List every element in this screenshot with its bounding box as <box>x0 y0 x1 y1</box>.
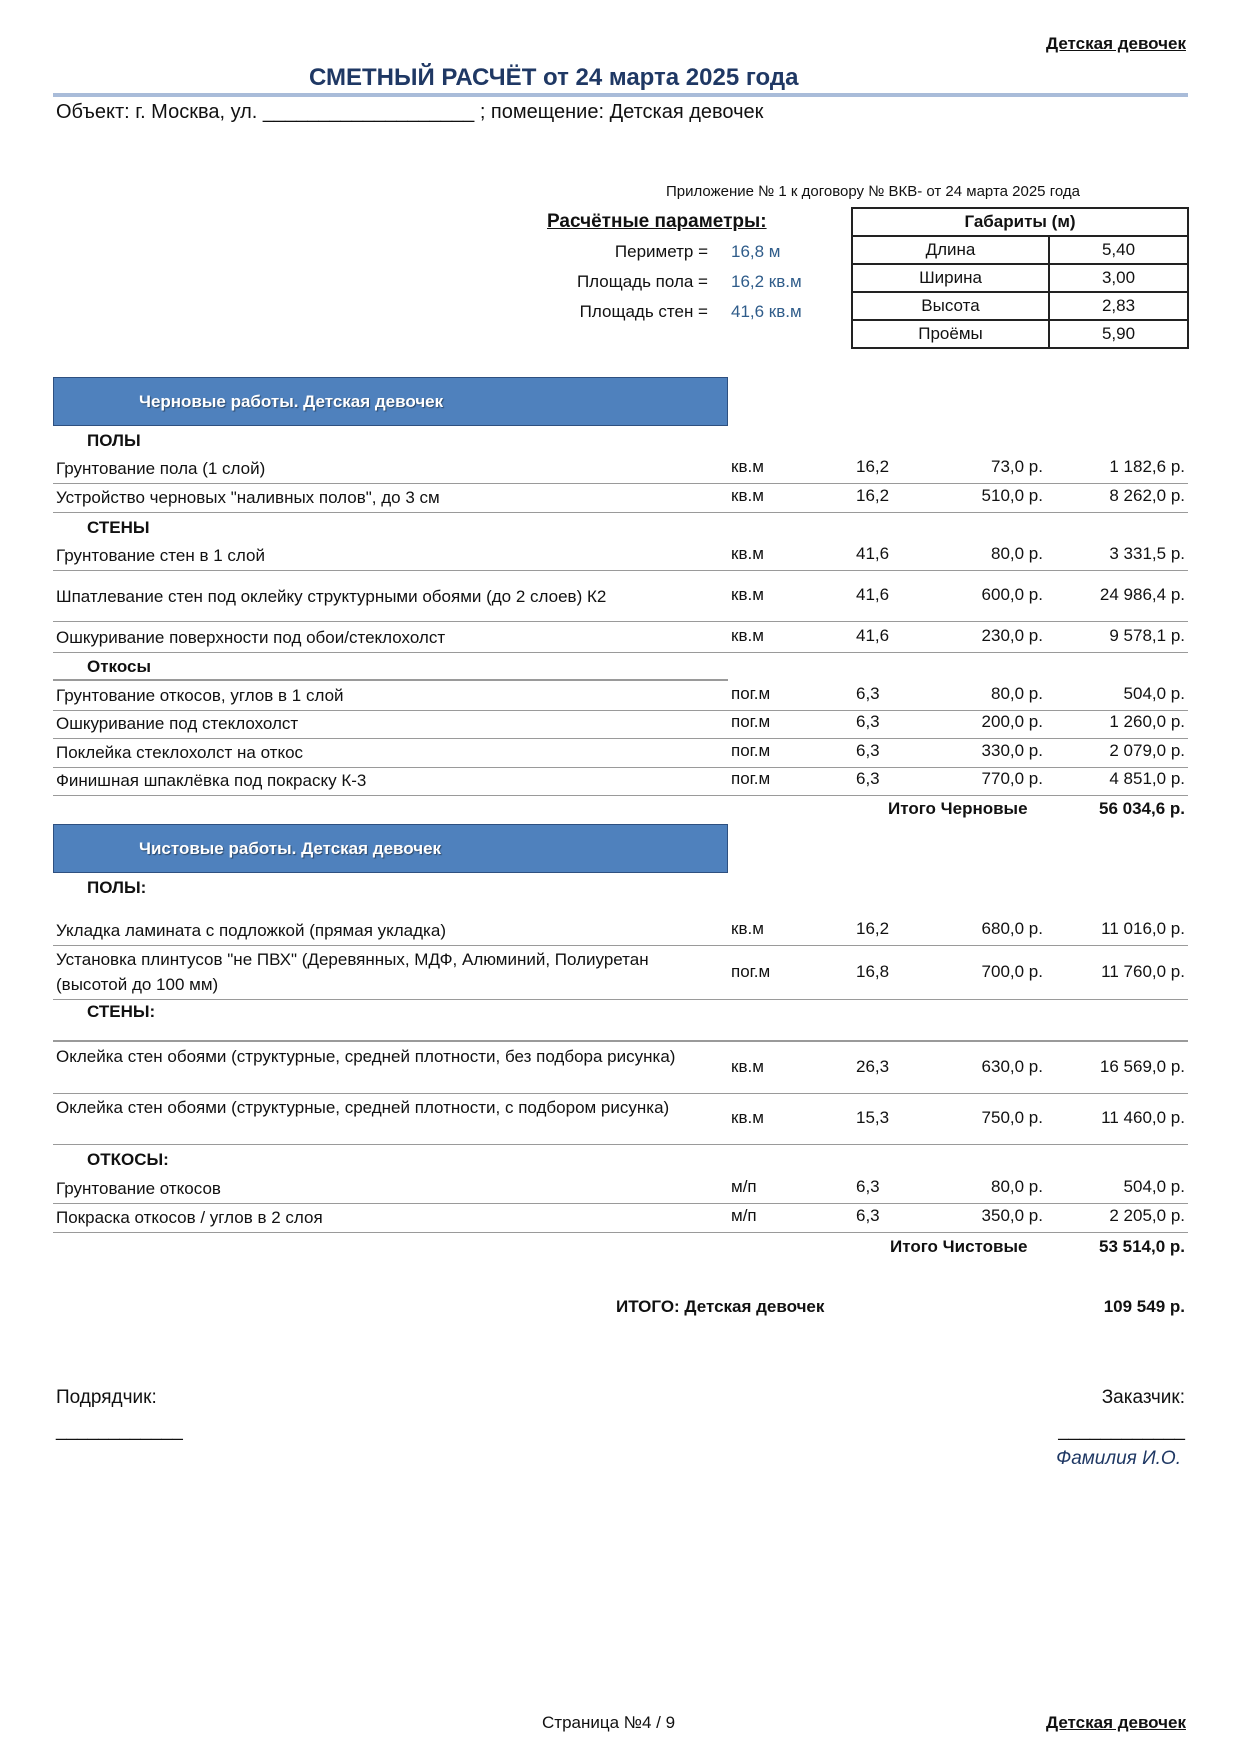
item-name: Ошкуривание поверхности под обои/стеклохолст <box>56 628 446 647</box>
item-total: 1 260,0 р. <box>1109 712 1185 731</box>
table-row <box>53 918 1188 946</box>
item-qty: 6,3 <box>856 712 880 731</box>
rough-subtotal-value: 56 034,6 р. <box>1098 799 1185 818</box>
item-qty: 6,3 <box>856 684 880 703</box>
item-total: 16 569,0 р. <box>1099 1057 1185 1076</box>
item-qty: 41,6 <box>856 544 890 563</box>
item-price: 80,0 р. <box>991 684 1043 703</box>
item-name: Грунтование стен в 1 слой <box>56 546 265 565</box>
rough-works-banner: Черновые работы. Детская девочек <box>53 377 728 426</box>
item-unit: пог.м <box>731 684 771 703</box>
item-price: 750,0 р. <box>981 1108 1043 1127</box>
item-qty: 6,3 <box>856 1177 880 1196</box>
appendix-line: Приложение № 1 к договору № ВКВ- от 24 марта 2025 года <box>666 183 1080 200</box>
item-name: Ошкуривание под стеклохолст <box>56 714 299 733</box>
item-total: 9 578,1 р. <box>1109 626 1185 645</box>
item-total: 11 016,0 р. <box>1101 919 1185 938</box>
item-qty: 6,3 <box>856 769 880 788</box>
item-unit: кв.м <box>731 1057 764 1076</box>
table-row <box>53 1205 1188 1233</box>
table-row <box>53 740 1188 768</box>
section-divider <box>53 679 728 681</box>
item-total: 11 760,0 р. <box>1101 962 1185 981</box>
item-total: 4 851,0 р. <box>1109 769 1185 788</box>
item-unit: пог.м <box>731 769 771 788</box>
item-total: 504,0 р. <box>1123 1177 1185 1196</box>
item-price: 350,0 р. <box>981 1206 1043 1225</box>
customer-signature-line: ____________ <box>1058 1420 1185 1441</box>
item-unit: кв.м <box>731 585 764 604</box>
item-unit: пог.м <box>731 741 771 760</box>
title-divider <box>53 93 1188 97</box>
param-label: Площадь пола = <box>576 272 708 291</box>
item-name: Грунтование пола (1 слой) <box>56 459 266 478</box>
grand-total-label: ИТОГО: Детская девочек <box>616 1297 825 1316</box>
table-row <box>53 683 1188 711</box>
dimensions-table <box>851 207 1189 349</box>
item-price: 200,0 р. <box>981 712 1043 731</box>
item-qty: 26,3 <box>856 1057 890 1076</box>
item-qty: 16,2 <box>856 486 890 505</box>
item-unit: м/п <box>731 1177 757 1196</box>
table-row <box>53 947 1188 1000</box>
item-unit: кв.м <box>731 626 764 645</box>
finish-subtotal-label: Итого Чистовые <box>890 1237 1028 1256</box>
customer-name: Фамилия И.О. <box>1056 1448 1181 1469</box>
dimension-label: Ширина <box>852 264 1049 292</box>
dimension-label: Проёмы <box>852 320 1049 348</box>
table-row <box>53 1095 1188 1145</box>
item-price: 330,0 р. <box>981 741 1043 760</box>
section-title: Откосы <box>87 657 151 676</box>
section-title: СТЕНЫ: <box>87 1002 156 1021</box>
item-price: 80,0 р. <box>991 1177 1043 1196</box>
section-title: ПОЛЫ: <box>87 878 147 897</box>
param-label: Периметр = <box>614 242 708 261</box>
table-row <box>53 485 1188 513</box>
param-label: Площадь стен = <box>579 302 708 321</box>
item-unit: пог.м <box>731 962 771 981</box>
page-title: СМЕТНЫЙ РАСЧЁТ от 24 марта 2025 года <box>309 64 799 91</box>
item-qty: 16,2 <box>856 919 890 938</box>
item-name: Оклейка стен обоями (структурные, средней плотности, без подбора рисунка) <box>56 1047 676 1066</box>
room-name-header: Детская девочек <box>1046 34 1186 53</box>
dimension-value: 5,40 <box>1049 236 1188 264</box>
item-total: 504,0 р. <box>1123 684 1185 703</box>
dimensions-heading: Габариты (м) <box>852 208 1188 236</box>
item-total: 1 182,6 р. <box>1109 457 1185 476</box>
object-line: Объект: г. Москва, ул. ___________________ ; помещение: Детская девочек <box>56 101 764 123</box>
params-heading: Расчётные параметры: <box>547 211 767 232</box>
dimension-value: 3,00 <box>1049 264 1188 292</box>
table-row <box>53 1044 1188 1094</box>
param-value: 16,2 кв.м <box>731 272 802 291</box>
item-price: 630,0 р. <box>981 1057 1043 1076</box>
page-number: Страница №4 / 9 <box>542 1713 676 1732</box>
item-unit: кв.м <box>731 544 764 563</box>
param-value: 41,6 кв.м <box>731 302 802 321</box>
item-price: 680,0 р. <box>981 919 1043 938</box>
item-total: 2 079,0 р. <box>1109 741 1185 760</box>
item-qty: 16,2 <box>856 457 890 476</box>
item-price: 73,0 р. <box>991 457 1043 476</box>
table-row <box>53 768 1188 796</box>
item-qty: 41,6 <box>856 585 890 604</box>
item-name: Покраска откосов / углов в 2 слоя <box>56 1208 323 1227</box>
item-name: Установка плинтусов "не ПВХ" (Деревянных, МДФ, Алюминий, Полиуретан (высотой до 100 мм) <box>56 950 649 994</box>
item-name: Устройство черновых "наливных полов", до 3 см <box>56 488 440 507</box>
dimension-label: Высота <box>852 292 1049 320</box>
item-name: Финишная шпаклёвка под покраску К-3 <box>56 771 367 790</box>
item-qty: 41,6 <box>856 626 890 645</box>
item-qty: 15,3 <box>856 1108 890 1127</box>
item-name: Оклейка стен обоями (структурные, средней плотности, с подбором рисунка) <box>56 1098 670 1117</box>
item-qty: 6,3 <box>856 1206 880 1225</box>
grand-total-value: 109 549 р. <box>1103 1297 1185 1316</box>
item-unit: кв.м <box>731 486 764 505</box>
finish-subtotal-value: 53 514,0 р. <box>1098 1237 1185 1256</box>
contractor-signature-line: ____________ <box>56 1420 183 1441</box>
item-price: 80,0 р. <box>991 544 1043 563</box>
item-price: 600,0 р. <box>981 585 1043 604</box>
item-unit: кв.м <box>731 919 764 938</box>
item-name: Грунтование откосов <box>56 1179 221 1198</box>
item-price: 230,0 р. <box>981 626 1043 645</box>
item-total: 11 460,0 р. <box>1101 1108 1185 1127</box>
table-row <box>53 625 1188 653</box>
section-divider <box>53 1040 1188 1042</box>
item-qty: 16,8 <box>856 962 890 981</box>
item-unit: пог.м <box>731 712 771 731</box>
customer-label: Заказчик: <box>1101 1387 1185 1408</box>
item-price: 770,0 р. <box>981 769 1043 788</box>
section-title: ПОЛЫ <box>87 431 141 450</box>
item-unit: кв.м <box>731 1108 764 1127</box>
item-name: Грунтование откосов, углов в 1 слой <box>56 686 344 705</box>
table-row <box>53 1176 1188 1204</box>
item-price: 510,0 р. <box>981 486 1043 505</box>
item-total: 3 331,5 р. <box>1109 544 1185 563</box>
section-title: СТЕНЫ <box>87 518 150 537</box>
finish-works-banner: Чистовые работы. Детская девочек <box>53 824 728 873</box>
dimension-value: 5,90 <box>1049 320 1188 348</box>
contractor-label: Подрядчик: <box>56 1387 157 1408</box>
item-total: 8 262,0 р. <box>1109 486 1185 505</box>
item-price: 700,0 р. <box>981 962 1043 981</box>
item-name: Поклейка стеклохолст на откос <box>56 743 304 762</box>
table-row <box>53 711 1188 739</box>
table-row <box>53 543 1188 571</box>
item-total: 24 986,4 р. <box>1099 585 1185 604</box>
rough-subtotal-label: Итого Черновые <box>888 799 1028 818</box>
param-value: 16,8 м <box>731 242 781 261</box>
item-unit: кв.м <box>731 457 764 476</box>
table-row <box>53 572 1188 622</box>
section-title: ОТКОСЫ: <box>87 1150 169 1169</box>
item-unit: м/п <box>731 1206 757 1225</box>
dimension-value: 2,83 <box>1049 292 1188 320</box>
item-total: 2 205,0 р. <box>1109 1206 1185 1225</box>
item-qty: 6,3 <box>856 741 880 760</box>
item-name: Укладка ламината с подложкой (прямая укладка) <box>56 921 446 940</box>
dimension-label: Длина <box>852 236 1049 264</box>
room-name-footer: Детская девочек <box>1046 1713 1186 1732</box>
item-name: Шпатлевание стен под оклейку структурными обоями (до 2 слоев) К2 <box>56 587 607 606</box>
table-row <box>53 456 1188 484</box>
